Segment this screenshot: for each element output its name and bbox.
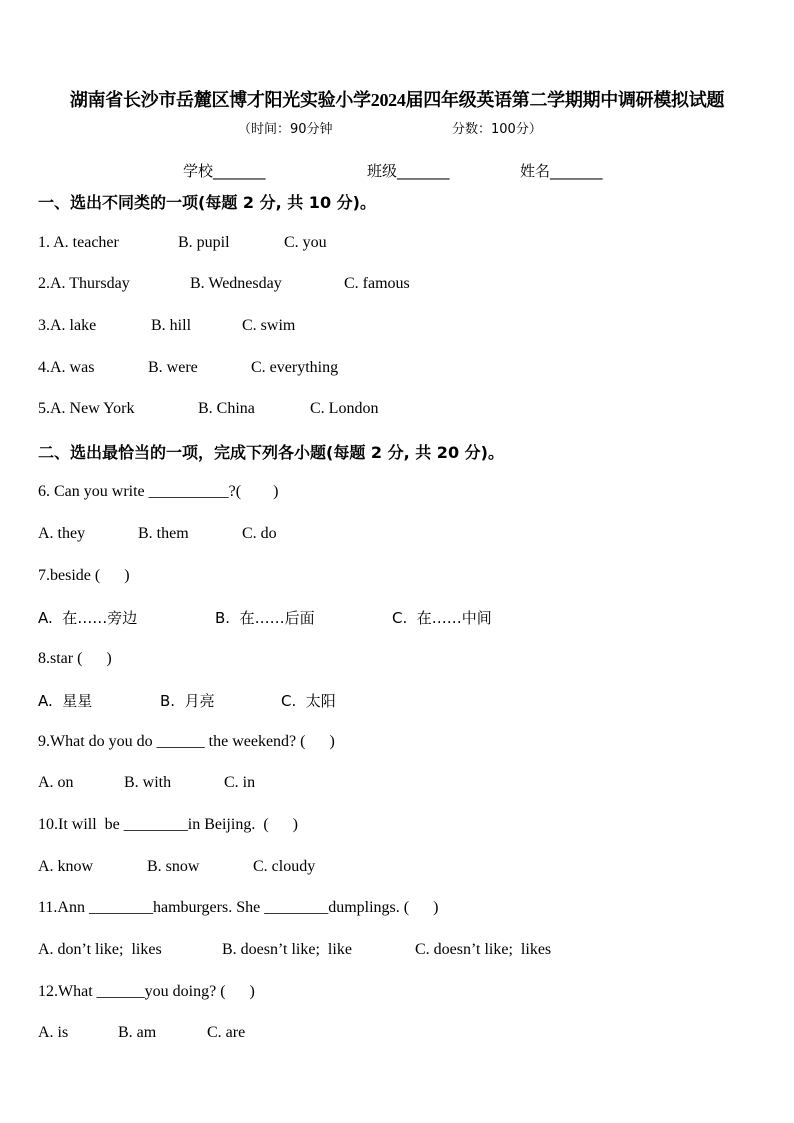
question-8-option-b: B. 月亮 [160,692,215,710]
question-7-option-c: C. 在……中间 [392,609,492,627]
question-4-option-c: C. everything [251,359,339,376]
question-10-stem: 10.It will be ________in Beijing. ( ) [38,816,298,833]
exam-time: （时间：90分钟 [238,122,333,137]
question-3-option-c: C. swim [242,317,296,334]
question-10-option-c: C. cloudy [253,858,316,875]
question-6-stem: 6. Can you write __________?( ) [38,483,279,500]
exam-title: 湖南省长沙市岳麓区博才阳光实验小学2024届四年级英语第二学期期中调研模拟试题 [69,90,725,110]
exam-score: 分数：100分） [452,122,542,137]
question-7-stem: 7.beside ( ) [38,567,130,584]
question-11-option-b: B. doesn’t like; like [222,941,352,958]
question-8-option-a: A. 星星 [38,692,93,710]
question-12-stem: 12.What ______you doing? ( ) [38,983,255,1000]
question-1-option-b: B. pupil [178,234,230,251]
question-2-option-b: B. Wednesday [190,275,282,292]
question-6-option-b: B. them [138,525,189,542]
question-11-option-c: C. doesn’t like; likes [415,941,552,958]
question-4-option-b: B. were [148,359,198,376]
question-1-option-a: 1. A. teacher [38,234,119,251]
question-2-option-c: C. famous [344,275,410,292]
section-1-heading: 一、选出不同类的一项(每题 2 分, 共 10 分)。 [38,193,376,212]
question-2-option-a: 2.A. Thursday [38,275,130,292]
question-12-option-b: B. am [118,1024,157,1041]
question-6-option-c: C. do [242,525,277,542]
question-7-option-b: B. 在……后面 [215,609,315,627]
question-5-option-c: C. London [310,400,379,417]
question-3-option-a: 3.A. lake [38,317,97,334]
question-5-option-b: B. China [198,400,255,417]
question-9-option-a: A. on [38,774,74,791]
question-4-option-a: 4.A. was [38,359,95,376]
question-9-option-c: C. in [224,774,256,791]
question-12-option-a: A. is [38,1024,69,1041]
name-field[interactable]: 姓名_______ [520,162,603,180]
question-5-option-a: 5.A. New York [38,400,135,417]
question-11-stem: 11.Ann ________hamburgers. She ________dumplings. ( ) [38,899,439,916]
question-8-option-c: C. 太阳 [281,692,336,710]
question-10-option-a: A. know [38,858,94,875]
question-9-stem: 9.What do you do ______ the weekend? ( ) [38,733,335,750]
question-6-option-a: A. they [38,525,86,542]
question-8-stem: 8.star ( ) [38,650,112,667]
school-field[interactable]: 学校_______ [183,162,266,180]
question-12-option-c: C. are [207,1024,246,1041]
question-1-option-c: C. you [284,234,327,251]
question-9-option-b: B. with [124,774,172,791]
question-10-option-b: B. snow [147,858,200,875]
question-11-option-a: A. don’t like; likes [38,941,162,958]
section-2-heading: 二、选出最恰当的一项，完成下列各小题(每题 2 分, 共 20 分)。 [38,443,504,462]
question-7-option-a: A. 在……旁边 [38,609,138,627]
question-3-option-b: B. hill [151,317,192,334]
class-field[interactable]: 班级_______ [367,162,450,180]
